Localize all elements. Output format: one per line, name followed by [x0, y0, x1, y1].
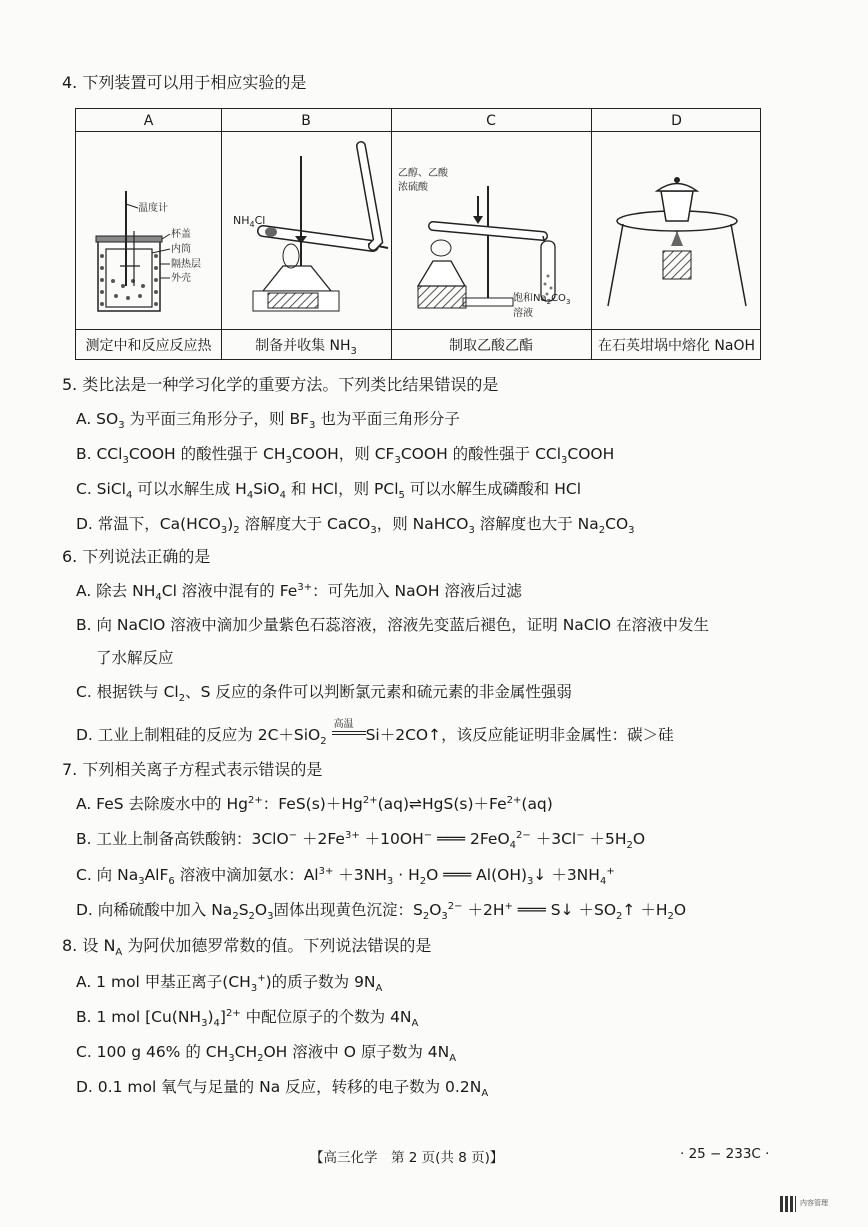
corner-watermark: 内容管理: [800, 1199, 828, 1207]
q5-option-c: C. SiCl$_4$ 可以水解生成 $H_4SiO_4$ 和 HCl，则 PCl$_5$ 可以水解生成磷酸和 HCl: [76, 480, 582, 502]
question-6-stem: 6. 下列说法正确的是: [62, 547, 211, 566]
question-4-stem: 4. 下列装置可以用于相应实验的是: [62, 73, 307, 92]
caption-b: 制备并收集 $NH_3$: [255, 338, 357, 357]
caption-c: 制取乙酸乙酯: [449, 338, 533, 354]
q5-option-d: D. 常温下，$Ca(HCO_3)_2$ 溶解度大于 CaCO$_3$，则 NaHCO$_3$ 溶解度也大于 $Na_2CO_3$: [76, 515, 635, 537]
page-footer: 【高三化学 第 2 页(共 8 页)】: [310, 1150, 504, 1166]
q7-option-b: B. 工业上制备高铁酸钠：$3ClO^- +2Fe^{3+} +10OH^-$ ═══ $2FeO_4^{2-} +3Cl^- +5H_2O$: [76, 829, 646, 852]
q6-option-b-line1: B. 向 NaClO 溶液中滴加少量紫色石蕊溶液，溶液先变蓝后褪色，证明 NaClO 在溶液中发生: [76, 616, 710, 634]
caption-a: 测定中和反应反应热: [85, 338, 212, 354]
label-outer-shell: 外壳: [171, 273, 191, 284]
header-a: A: [143, 113, 154, 129]
header-d: D: [671, 113, 682, 129]
q8-option-a: A. 1 mol 甲基正离子$(CH_3^+)$的质子数为 $9N_A$: [76, 972, 383, 995]
qr-code-icon: [780, 1196, 796, 1212]
label-reagents: 乙醇、乙酸: [398, 168, 448, 179]
question-5-stem: 5. 类比法是一种学习化学的重要方法。下列类比结果错误的是: [62, 375, 499, 394]
q7-option-d: D. 向稀硫酸中加入 $Na_2S_2O_3$固体出现黄色沉淀：$S_2O_3^{2-} +2H^+$ ═══ S↓ $+SO_2↑ +H_2O$: [76, 900, 687, 923]
crucible-figure: [593, 136, 761, 326]
label-lid: 杯盖: [171, 229, 191, 240]
calorimeter-figure: [78, 136, 220, 326]
label-thermometer: 温度计: [138, 203, 168, 214]
apparatus-table: [75, 108, 761, 360]
q8-option-b: B. 1 mol $[Cu(NH_3)_4]^{2+}$ 中配位原子的个数为 $4N_A$: [76, 1007, 419, 1030]
header-b: B: [301, 113, 311, 129]
question-8-stem: 8. 设 $N_A$ 为阿伏加德罗常数的值。下列说法错误的是: [62, 936, 432, 959]
reaction-condition: 高温: [333, 719, 354, 730]
q8-option-c: C. 100 g 46% 的 $CH_3CH_2OH$ 溶液中 O 原子数为 $4N_A$: [76, 1043, 457, 1065]
q8-option-d: D. 0.1 mol 氧气与足量的 Na 反应，转移的电子数为 $0.2N_A$: [76, 1078, 489, 1100]
q5-option-a: A. $SO_3$ 为平面三角形分子，则 $BF_3$ 也为平面三角形分子: [76, 410, 460, 432]
paper-code: · 25 − 233C ·: [680, 1146, 770, 1162]
q7-option-c: C. 向 $Na_3AlF_6$ 溶液中滴加氨水：$Al^{3+} +3NH_3 \cdot H_2O$ ═══ $Al(OH)_3↓ +3NH_4^+$: [76, 865, 615, 888]
label-insulation: 隔热层: [171, 259, 201, 270]
caption-d: 在石英坩埚中熔化 NaOH: [597, 338, 756, 354]
ammonia-apparatus-figure: [223, 136, 391, 326]
q6-option-a: A. 除去 $NH_4Cl$ 溶液中混有的 $Fe^{3+}$：可先加入 NaOH 溶液后过滤: [76, 581, 522, 604]
q5-option-b: B. CCl$_3$COOH 的酸性强于 $CH_3COOH$，则 $CF_3COOH$ 的酸性强于 CCl$_3$COOH: [76, 445, 615, 467]
q6-option-d: D. 工业上制粗硅的反应为 2C＋SiO$_2$ 高温 Si＋2CO↑，该反应能证明非金属性：碳＞硅: [76, 725, 674, 745]
label-nh4cl: $NH_4Cl$: [233, 214, 266, 229]
q7-option-a: A. FeS 去除废水中的 $Hg^{2+}$：$FeS(s)+Hg^{2+}(aq)\rightleftharpoons HgS(s)+Fe^{2+}(aq)$: [76, 794, 553, 813]
label-inner-cup: 内筒: [171, 244, 191, 255]
ethyl-acetate-apparatus-figure: [393, 136, 591, 326]
label-sulfuric-acid: 浓硫酸: [398, 182, 428, 193]
label-solution: 溶液: [513, 308, 533, 319]
question-7-stem: 7. 下列相关离子方程式表示错误的是: [62, 760, 323, 779]
header-c: C: [486, 113, 496, 129]
q6-option-b-line2: 了水解反应: [96, 649, 174, 667]
q6-option-c: C. 根据铁与 $Cl_2$、S 反应的条件可以判断氯元素和硫元素的非金属性强弱: [76, 683, 572, 705]
label-na2co3: 饱和$Na_2CO_3$: [513, 293, 571, 306]
